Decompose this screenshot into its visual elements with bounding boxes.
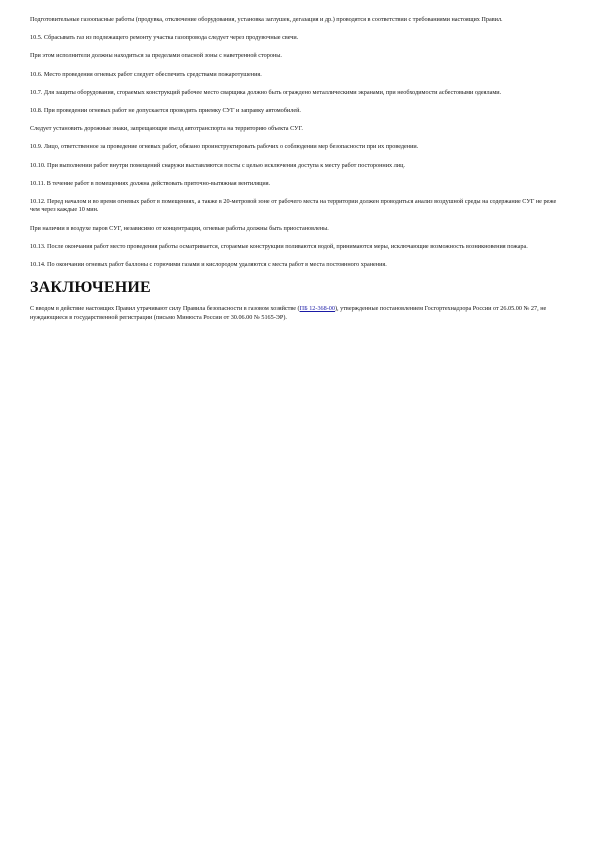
pb-12-368-00-link[interactable]: ПБ 12-368-00 [299, 305, 335, 313]
conclusion-paragraph [30, 305, 562, 322]
paragraph-10-5: 10.5. Сбрасывать газ из подлежащего ремонту участка газопровода следует через продувочные свечи. [30, 34, 299, 42]
paragraph-10-10: 10.10. При выполнении работ внутри помещений снаружи выставляются посты с целью исключения доступа к месту работ посторонних лиц. [30, 161, 405, 169]
paragraph-10-8: 10.8. При проведении огневых работ не допускается проводить приемку СУГ и заправку автомобилей. [30, 106, 301, 114]
paragraph-10-8-note: Следует установить дорожные знаки, запрещающие въезд автотранспорта на территорию объекта СУГ. [30, 125, 303, 133]
conclusion-text-after: ), утвержденные постановлением Госгортехнадзора России от 26.05.00 № 27, не нуждающиеся в государственной регистрации (письмо Минюста России от 30.06.00 № 5165-ЭР). [30, 305, 547, 321]
conclusion-heading: ЗАКЛЮЧЕНИЕ [30, 279, 151, 297]
paragraph-10-7: 10.7. Для защиты оборудования, сгораемых конструкций рабочее место сварщика должно быть ограждено металлическими экранами, при необходимости асбестовыми одеялами. [30, 88, 502, 96]
paragraph-10-9: 10.9. Лицо, ответственное за проведение огневых работ, обязано проинструктировать рабочих о соблюдении мер безопасности при их проведении. [30, 143, 419, 151]
paragraph-10-11: 10.11. В течение работ в помещениях должна действовать приточно-вытяжная вентиляция. [30, 179, 271, 187]
conclusion-text-before: С вводом в действие настоящих Правил утрачивают силу Правила безопасности в газовом хозяйстве ( [30, 305, 300, 313]
paragraph-10-12-note: При наличии в воздухе паров СУГ, независимо от концентрации, огневые работы должны быть приостановлены. [30, 224, 329, 232]
paragraph-10-14: 10.14. По окончании огневых работ баллоны с горючими газами и кислородом удаляются с места работ в места постоянного хранения. [30, 261, 387, 269]
paragraph-10-13: 10.13. После окончания работ место проведения работы осматривается, сгораемые конструкции поливаются водой, принимаются меры, исключающие возможность возникновения пожара. [30, 242, 528, 250]
document-page [30, 16, 562, 332]
paragraph-prep-work: Подготовительные газоопасные работы (продувка, отключение оборудования, установка заглушек, дегазация и др.) проводятся в соответствии с требованиями настоящих Правил. [30, 16, 503, 23]
paragraph-10-6: 10.6. Место проведения огневых работ следует обеспечить средствами пожаротушения. [30, 70, 262, 78]
paragraph-10-5-note: При этом исполнители должны находиться за пределами опасной зоны с наветренной стороны. [30, 52, 282, 60]
paragraph-10-12: 10.12. Перед началом и во время огневых работ в помещениях, а также в 20-метровой зоне от рабочего места на территории должен проводиться анализ воздушной среды на содержание СУГ не реже чем через каждые 10 мин. [30, 197, 557, 214]
